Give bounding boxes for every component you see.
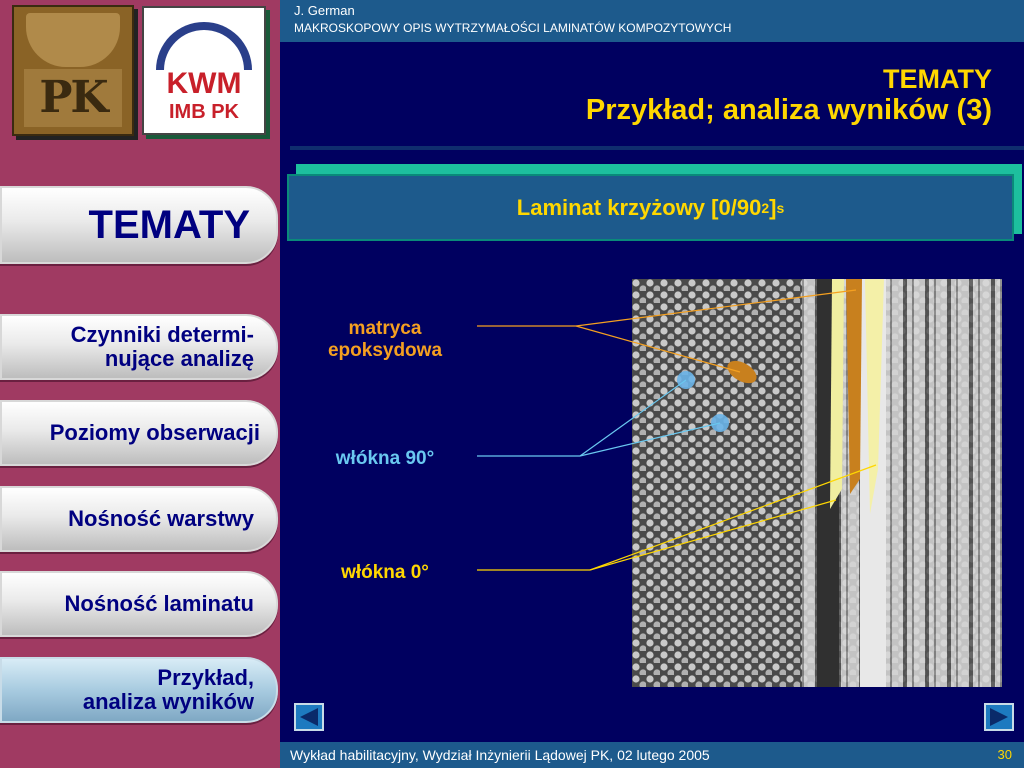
prev-slide-button[interactable] [294, 703, 324, 731]
subtitle-box [287, 174, 1014, 241]
sidebar [0, 0, 280, 742]
nav-main-label: TEMATY [88, 202, 250, 247]
imb-pk-logo-text: IMB PK [169, 101, 239, 123]
author: J. German [294, 3, 355, 18]
subtitle-mid: ] [769, 194, 777, 220]
subtitle-prefix: Laminat krzyżowy [0/90 [516, 194, 762, 220]
title-divider [290, 146, 1024, 150]
slide-title-line2: Przykład; analiza wyników (3) [585, 94, 992, 126]
castle-emblem-icon [26, 13, 120, 67]
page-number: 30 [997, 747, 1012, 762]
subtitle-sub2: s [776, 199, 785, 216]
footer-bar [280, 742, 1024, 768]
arch-icon [156, 22, 252, 70]
pk-logo-text: PK [24, 69, 122, 127]
nav-item-label: Przykład, [157, 665, 254, 690]
nav-item-nosnosc-laminatu[interactable] [0, 571, 278, 637]
arrow-right-icon [986, 705, 1012, 729]
micrograph-image [632, 279, 1002, 687]
footer-text: Wykład habilitacyjny, Wydział Inżynierii Lądowej PK, 02 lutego 2005 [290, 747, 710, 763]
label-matrix [300, 318, 470, 362]
nav-item-label: Nośność laminatu [64, 591, 254, 616]
header-bar [280, 0, 1024, 42]
label-matrix-line1: matryca [348, 318, 422, 339]
nav-main-tematy[interactable] [0, 186, 278, 264]
next-slide-button[interactable] [984, 703, 1014, 731]
nav-item-label: Czynniki determi- [70, 322, 254, 347]
footer [0, 742, 1024, 768]
pk-logo [12, 5, 134, 136]
nav-item-czynniki[interactable] [0, 314, 278, 380]
kwm-logo [142, 6, 266, 135]
subtitle-sub1: 2 [761, 199, 770, 216]
nav-item-label: Poziomy obserwacji [49, 420, 260, 445]
arrow-left-icon [296, 705, 322, 729]
footer-left [0, 742, 280, 768]
nav-item-label: Nośność warstwy [68, 506, 254, 531]
nav-item-poziomy[interactable] [0, 400, 278, 466]
course-title: MAKROSKOPOWY OPIS WYTRZYMAŁOŚCI LAMINATÓW KOMPOZYTOWYCH [294, 21, 732, 35]
nav-item-label: nujące analizę [104, 346, 254, 371]
label-fibers-0: włókna 0° [341, 562, 429, 583]
label-matrix-line2: epoksydowa [327, 340, 443, 361]
nav-item-label: analiza wyników [82, 689, 254, 714]
nav-item-nosnosc-warstwy[interactable] [0, 486, 278, 552]
slide-title-line1: TEMATY [883, 64, 992, 94]
label-fibers-90: włókna 90° [335, 448, 435, 469]
kwm-logo-text: KWM [166, 67, 242, 100]
slide-title [586, 64, 992, 126]
nav-item-przyklad[interactable] [0, 657, 278, 723]
